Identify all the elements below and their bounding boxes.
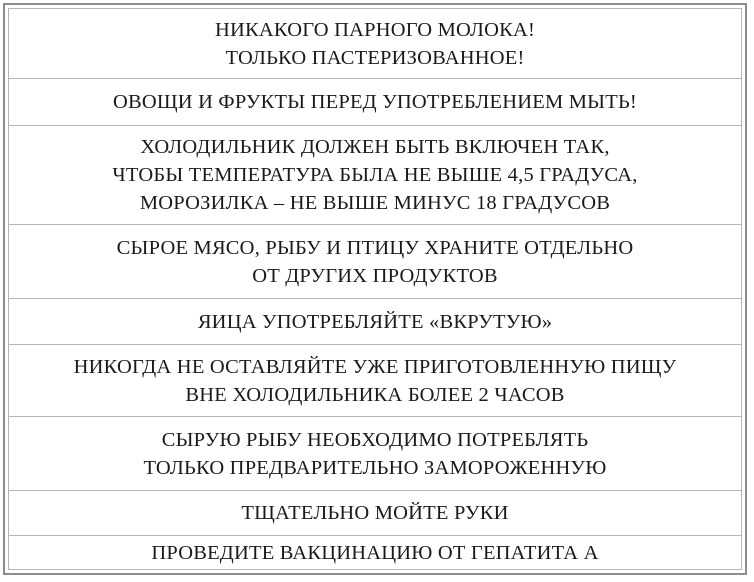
rule-line: ОТ ДРУГИХ ПРОДУКТОВ: [252, 264, 498, 287]
rule-line: СЫРОЕ МЯСО, РЫБУ И ПТИЦУ ХРАНИТЕ ОТДЕЛЬНО: [116, 236, 634, 259]
rule-row-frozen-fish: [9, 417, 741, 491]
rules-table-frame: [3, 3, 747, 575]
rule-line: ПРОВЕДИТЕ ВАКЦИНАЦИЮ ОТ ГЕПАТИТА А: [151, 542, 599, 564]
rule-line: ТОЛЬКО ПРЕДВАРИТЕЛЬНО ЗАМОРОЖЕННУЮ: [143, 456, 607, 479]
rule-line: МОРОЗИЛКА – НЕ ВЫШЕ МИНУС 18 ГРАДУСОВ: [139, 192, 611, 214]
rule-row-hepatitis-vaccination: [9, 536, 741, 570]
rule-row-store-raw-separately: [9, 225, 741, 299]
rule-row-hard-boiled-eggs: [9, 299, 741, 345]
rule-line: НИКОГДА НЕ ОСТАВЛЯЙТЕ УЖЕ ПРИГОТОВЛЕННУЮ ПИЩУ: [73, 355, 677, 378]
rule-line: ОВОЩИ И ФРУКТЫ ПЕРЕД УПОТРЕБЛЕНИЕМ МЫТЬ!: [113, 91, 637, 113]
rule-line: ТЩАТЕЛЬНО МОЙТЕ РУКИ: [241, 502, 509, 524]
rule-line: СЫРУЮ РЫБУ НЕОБХОДИМО ПОТРЕБЛЯТЬ: [161, 428, 589, 451]
rule-row-wash-hands: [9, 491, 741, 536]
rule-line: ВНЕ ХОЛОДИЛЬНИКА БОЛЕЕ 2 ЧАСОВ: [185, 383, 565, 406]
rule-row-fridge-temperature: [9, 126, 741, 225]
rule-line: ЧТОБЫ ТЕМПЕРАТУРА БЫЛА НЕ ВЫШЕ 4,5 ГРАДУСА,: [112, 164, 638, 186]
rule-row-wash-produce: [9, 79, 741, 126]
rules-table: [8, 8, 742, 570]
rule-row-raw-milk: [9, 9, 741, 79]
rule-line: НИКАКОГО ПАРНОГО МОЛОКА!: [214, 18, 536, 41]
rule-line: ТОЛЬКО ПАСТЕРИЗОВАННОЕ!: [225, 46, 525, 69]
rule-line: ЯИЦА УПОТРЕБЛЯЙТЕ «ВКРУТУЮ»: [197, 310, 553, 333]
rule-line: ХОЛОДИЛЬНИК ДОЛЖЕН БЫТЬ ВКЛЮЧЕН ТАК,: [140, 136, 610, 158]
rule-row-cooked-food: [9, 345, 741, 417]
